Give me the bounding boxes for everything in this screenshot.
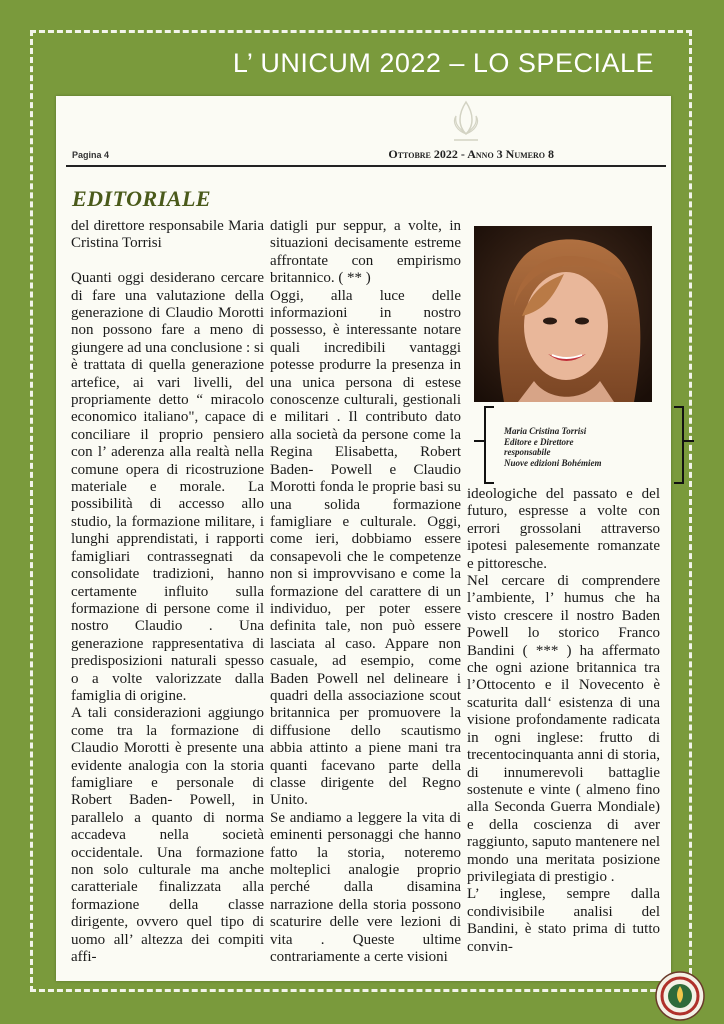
photo-caption (484, 406, 684, 480)
header-rule (66, 165, 666, 167)
magazine-banner-title: L’ UNICUM 2022 – LO SPECIALE (232, 48, 654, 78)
caption-publisher: Nuove edizioni Bohémiem (504, 457, 602, 468)
author-portrait (474, 226, 652, 402)
paragraph: L’ inglese, sempre dalla condivisibile analisi del Bandini, è stato prima di tutto convin- (467, 886, 660, 955)
paragraph: Quanti oggi desiderano cercare di fare una valutazione della generazione di Claudio Morotti non possono fare a meno di giungere ad una conclusione : si è trattata di quella generazione artefice, ai vari livelli, del propriamente detto “ miracolo economico italiano", capace di conciliare il proprio pensiero con l’ aderenza alla realtà nella comune opera di ricostruzione materiale e morale. La possibilità di accesso allo studio, la formazione militare, i lunghi apprendistati, i rapporti famigliari contrassegnati da consolidate tradizioni, hanno certamente influito sulla formazione di persone come il nostro Claudio . Una generazione rappresentativa di predisposizioni naturali spesso o a volte valorizzate dalla famiglia di origine. (71, 270, 264, 704)
caption-role: Editore e Direttore (504, 436, 574, 447)
paragraph: ideologiche del passato e del futuro, espresse a volte con errori grossolani attraverso ipotesi palesemente romanzate e pittoresche. (467, 486, 660, 572)
issue-info: Ottobre 2022 - Anno 3 Numero 8 (388, 147, 554, 161)
caption-name: Maria Cristina Torrisi (504, 426, 587, 436)
page-header (66, 145, 666, 167)
paragraph: Nel cercare di comprendere l’ambiente, l’ humus che ha visto crescere il nostro Baden Powell lo storico Franco Bandini ( *** ) ha affermato che ogni azione britannica tra l’Ottocento e il Novecento è scaturita dall‘ esistenza di una visione profondamente radicata in ogni inglese: frutto di trecentocinquanta anni di storia, di innumerevoli battaglie sostenute e vinte ( almeno fino alla Seconda Guerra Mondiale) e della coscienza di aver raggiunto, saputo mantenere nel mondo una meritata posizione privilegiata di prestigio . (467, 573, 660, 885)
section-title: EDITORIALE (72, 186, 212, 211)
fleur-de-lis-watermark-icon (448, 100, 484, 148)
paragraph: Oggi, alla luce delle informazioni in nostro possesso, è interessante notare quali incredibili vantaggi potesse produrre la presenza in una unica persona di estese conoscenze culturali, gestionali e militari . Il contributo dato alla società da persone come la Regina Elisabetta, Robert Baden- Powell e Claudio Morotti fonda le proprie basi su una solida formazione famigliare e culturale. Oggi, come ieri, dobbiamo essere consapevoli che le competenze non si improvvisano e come la formazione del carattere di un individuo, per poter essere definita tale, non può essere lasciata al caso. Appare non casuale, ad esempio, come Baden Powell nel delineare i quadri della associazione scout britannica per promuovere la diffusione dello scautismo abbia attinto a piene mani tra quanti facevano parte della classe dirigente del Regno Unito. (270, 287, 461, 809)
caption-role-cont: responsabile (504, 447, 551, 457)
article-column-1 (71, 218, 264, 966)
paragraph: datigli pur seppur, a volte, in situazioni decisamente estreme affrontate con empirismo britannico. ( ** ) (270, 218, 461, 287)
article-column-3 (467, 486, 660, 956)
byline: del direttore responsabile Maria Cristina Torrisi (71, 218, 264, 252)
scout-emblem-logo-icon (654, 970, 706, 1022)
page-number: Pagina 4 (72, 150, 110, 160)
paragraph: A tali considerazioni aggiungo come tra la formazione di Claudio Morotti è presente una evidente analogia con la storia famigliare e personale di Robert Baden- Powell, in parallelo a quanto di norma accadeva nella società occidentale. Una formazione non solo culturale ma anche caratteriale finalizzata alla formazione della classe dirigente, ovvero quel tipo di uomo all’ altezza dei compiti affi- (71, 705, 264, 966)
paragraph: Se andiamo a leggere la vita di eminenti personaggi che hanno fatto la storia, noteremo molteplici analogie proprio perché dalla disamina narrazione della storia possono scaturire delle vere lezioni di vita . Queste ultime contrariamente a certe visioni (270, 809, 461, 966)
article-column-2 (270, 218, 461, 966)
